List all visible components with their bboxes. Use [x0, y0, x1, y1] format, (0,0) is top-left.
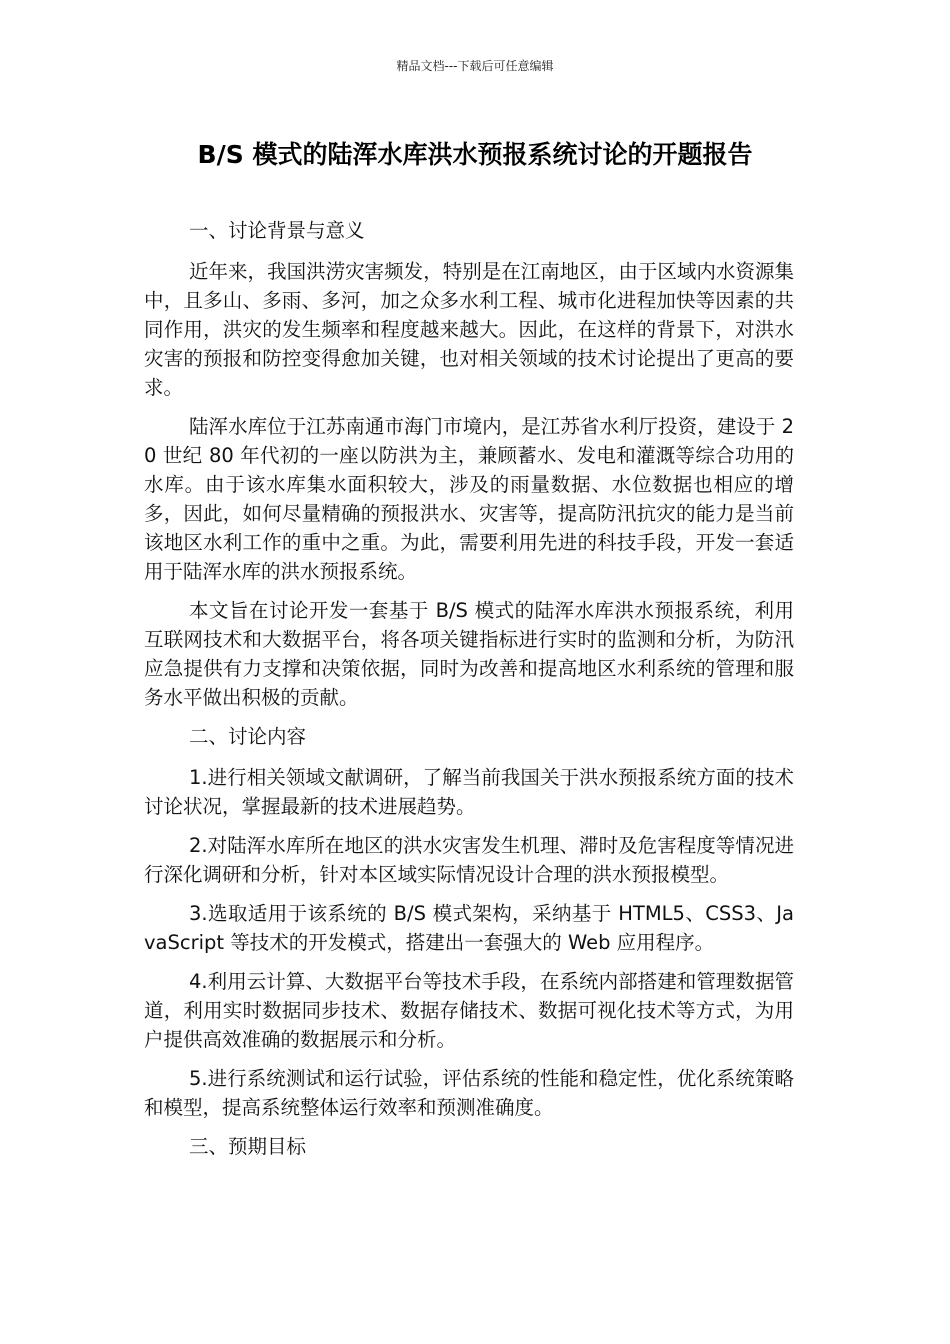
- section-heading-content: 二、讨论内容: [189, 725, 307, 748]
- content-item-5: 5.进行系统测试和运行试验，评估系统的性能和稳定性，优化系统策略和模型，提高系统整体运行效率和预测准确度。: [144, 1067, 794, 1119]
- paragraph-background-1: 近年来，我国洪涝灾害频发，特别是在江南地区，由于区域内水资源集中，且多山、多雨、多河，加之众多水利工程、城市化进程加快等因素的共同作用，洪灾的发生频率和程度越来越大。因此，在这样的背景下，对洪水灾害的预报和防控变得愈加关键，也对相关领域的技术讨论提出了更高的要求。: [144, 260, 794, 399]
- paragraph-background-2: 陆浑水库位于江苏南通市海门市境内，是江苏省水利厅投资，建设于 20 世纪 80 年代初的一座以防洪为主，兼顾蓄水、发电和灌溉等综合功用的水库。由于该水库集水面积较大，涉及的雨量数据、水位数据也相应的增多，因此，如何尽量精确的预报洪水、灾害等，提高防汛抗灾的能力是当前该地区水利工作的重中之重。为此，需要利用先进的科技手段，开发一套适用于陆浑水库的洪水预报系统。: [144, 415, 794, 583]
- header-note: 精品文档---下载后可任意编辑: [396, 59, 554, 73]
- content-item-4: 4.利用云计算、大数据平台等技术手段，在系统内部搭建和管理数据管道，利用实时数据同步技术、数据存储技术、数据可视化技术等方式，为用户提供高效准确的数据展示和分析。: [144, 970, 794, 1051]
- section-heading-background: 一、讨论背景与意义: [189, 219, 365, 242]
- section-heading-goals: 三、预期目标: [189, 1135, 307, 1158]
- content-item-1: 1.进行相关领域文献调研，了解当前我国关于洪水预报系统方面的技术讨论状况，掌握最新的技术进展趋势。: [144, 766, 794, 818]
- content-item-3: 3.选取适用于该系统的 B/S 模式架构，采纳基于 HTML5、CSS3、JavaScript 等技术的开发模式，搭建出一套强大的 Web 应用程序。: [144, 902, 794, 954]
- document-body: [144, 216, 794, 1173]
- content-item-2: 2.对陆浑水库所在地区的洪水灾害发生机理、滞时及危害程度等情况进行深化调研和分析，针对本区域实际情况设计合理的洪水预报模型。: [144, 834, 794, 886]
- paragraph-background-3: 本文旨在讨论开发一套基于 B/S 模式的陆浑水库洪水预报系统，利用互联网技术和大数据平台，将各项关键指标进行实时的监测和分析，为防汛应急提供有力支撑和决策依据，同时为改善和提高地区水利系统的管理和服务水平做出积极的贡献。: [144, 599, 794, 709]
- document-title: B/S 模式的陆浑水库洪水预报系统讨论的开题报告: [197, 140, 753, 169]
